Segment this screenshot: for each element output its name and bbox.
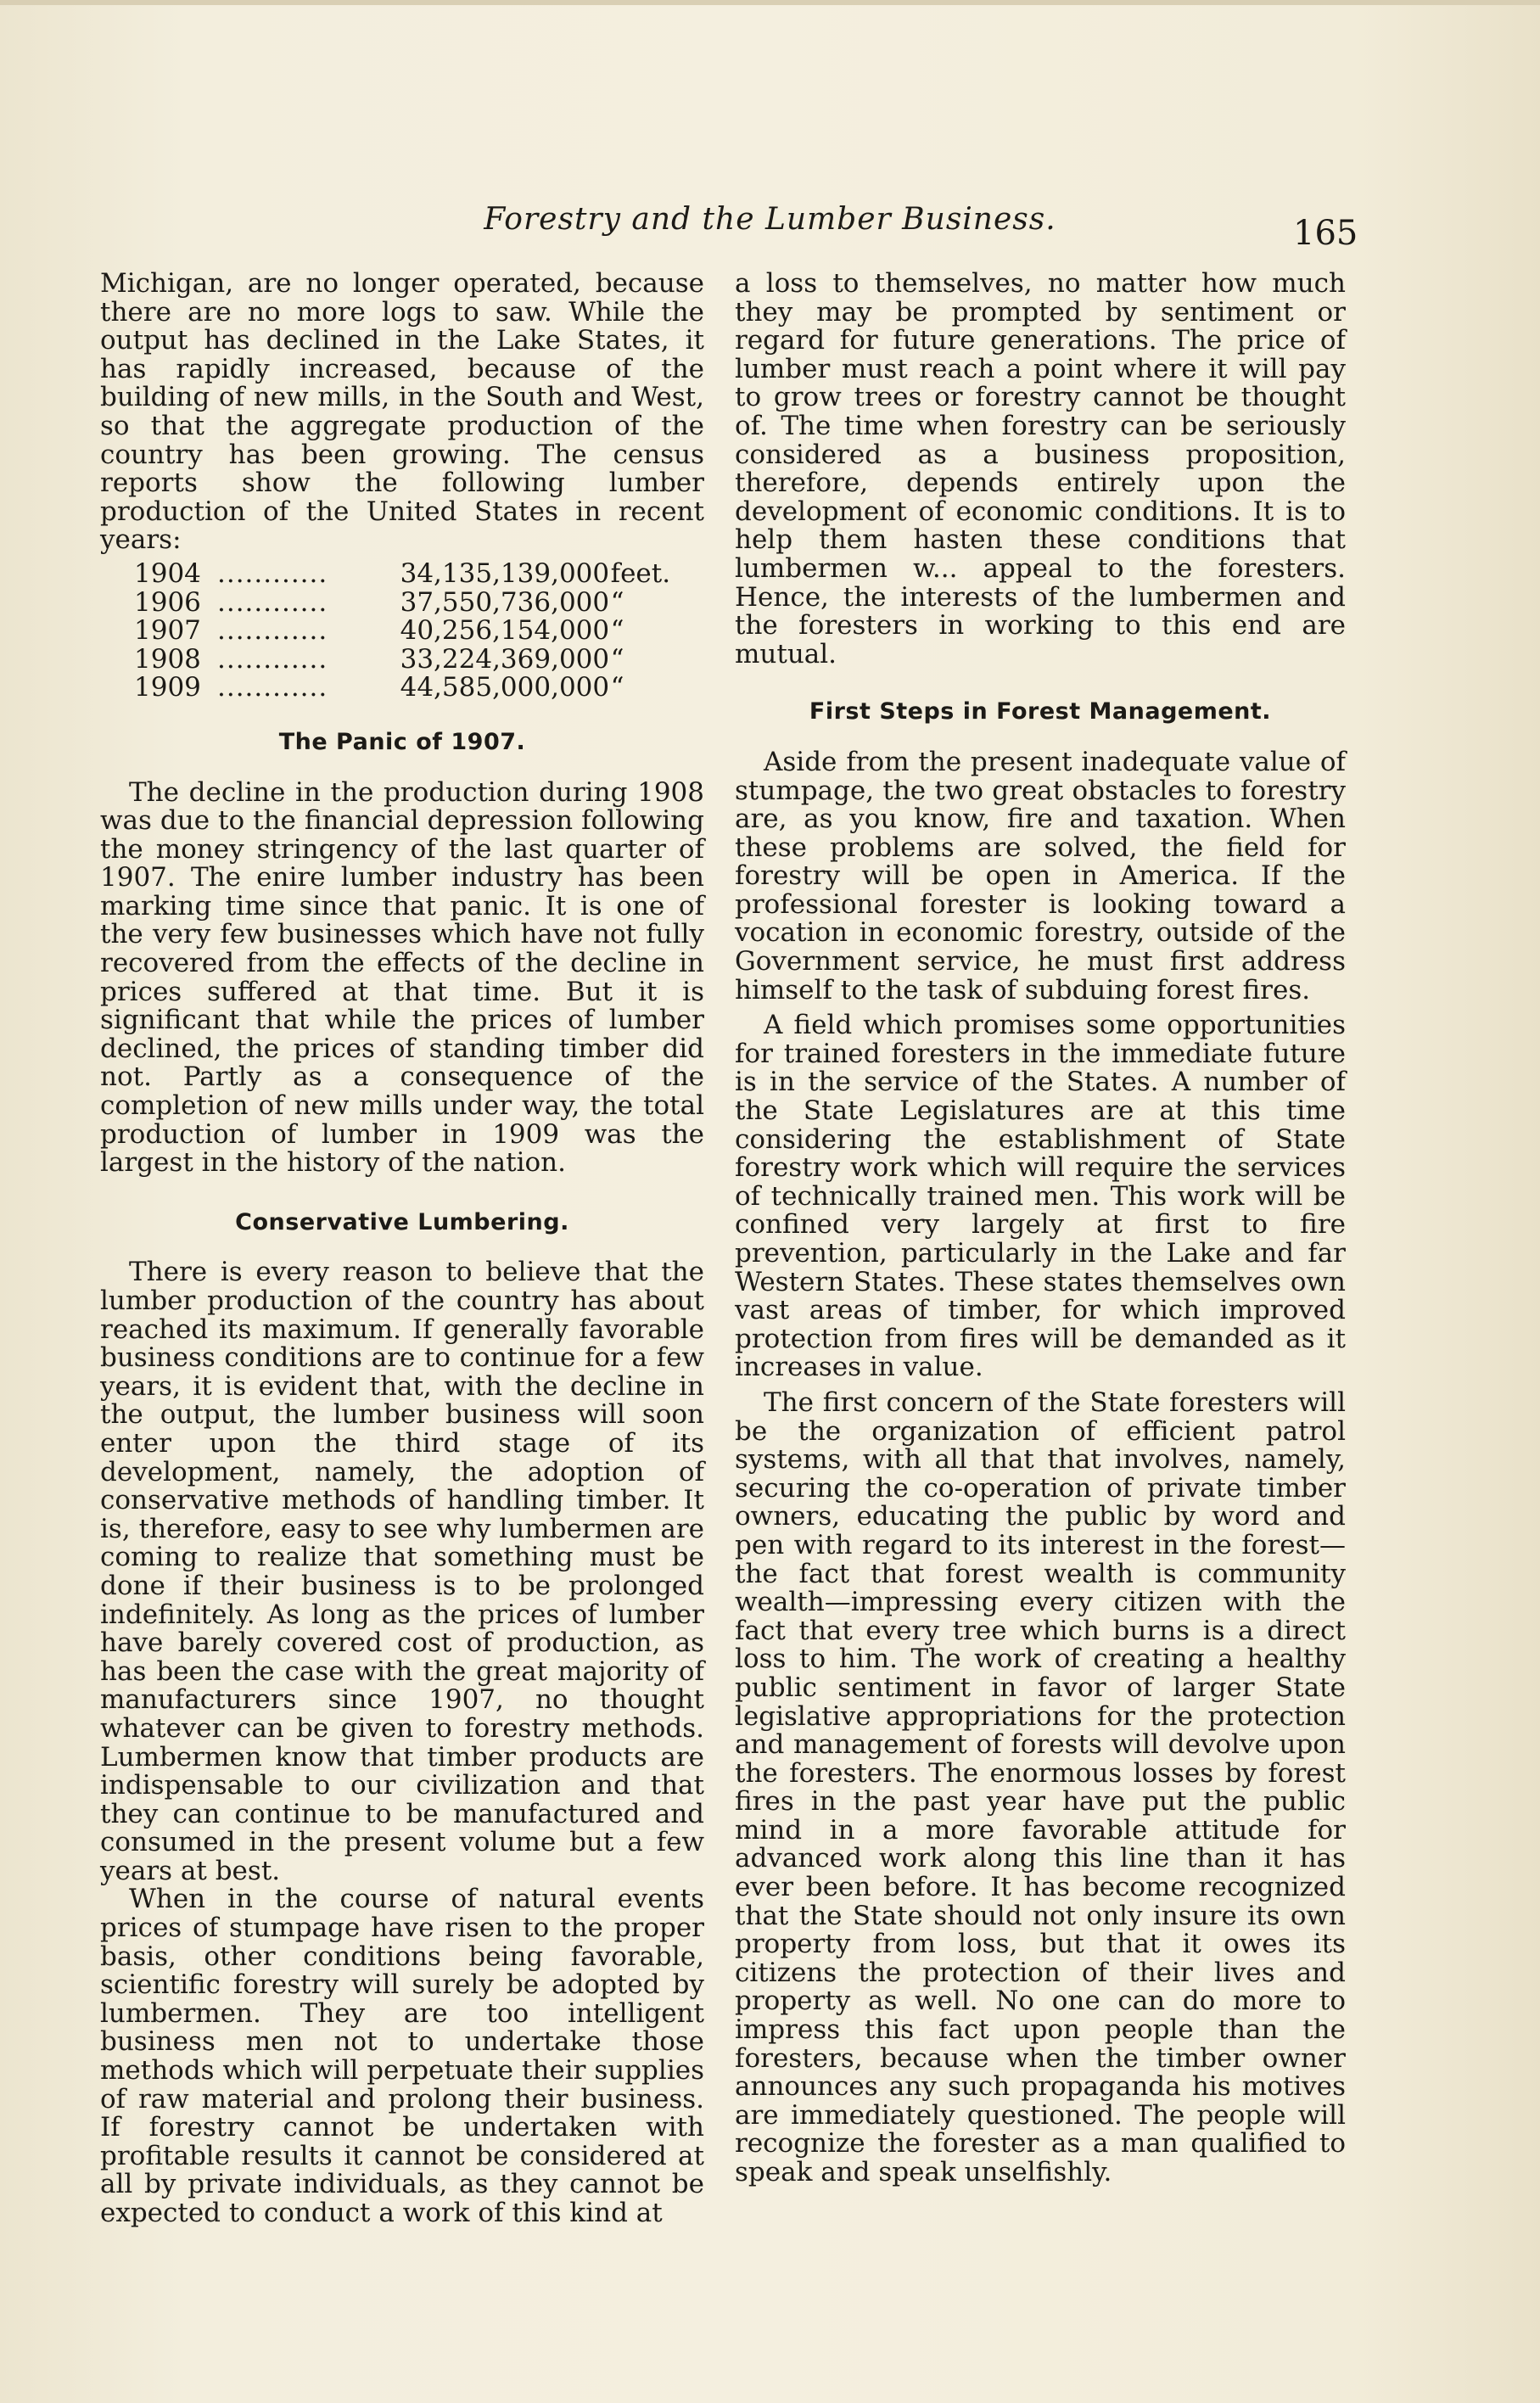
section-heading: First Steps in Forest Management.	[809, 698, 1272, 725]
right-column	[735, 270, 1346, 2187]
table-leader: ............	[217, 645, 328, 675]
page-number: 165	[1293, 214, 1358, 253]
section-heading: The Panic of 1907.	[278, 728, 526, 755]
table-value: 44,585,000,000	[400, 672, 610, 703]
table-row	[134, 674, 677, 703]
page-top-edge	[0, 0, 1540, 5]
table-row	[134, 557, 677, 589]
paragraph: a loss to themselves, no matter how much they may be prompted by sentiment or regard for future generations. The price of lumber must reach a point where it will pay to grow trees or forestry cannot be thought of. The time when forestry can be seriously considered as a business proposition, therefore, depends entirely upon the development of economic conditions. It is to help them hasten these conditions that lumbermen w... appeal to the foresters. Hence, the interests of the lumbermen and the foresters in working to this end are mutual.	[735, 268, 1346, 669]
table-row	[134, 586, 677, 618]
table-unit: feet.	[610, 557, 671, 589]
table-value: 34,135,139,000	[400, 557, 610, 589]
table-year: 1907	[134, 615, 201, 647]
paragraph: Aside from the present inadequate value of stumpage, the two great obstacles to forestry are, as you know, fire and taxation. When these problems are solved, the field for forestry will be open in America. If the professional forester is looking toward a vocation in economic forestry, outside of the Government service, he must first address himself to the task of subduing forest fires.	[735, 746, 1346, 1005]
table-year: 1906	[134, 586, 201, 618]
table-unit: “	[610, 586, 624, 618]
table-value: 40,256,154,000	[400, 615, 610, 647]
paragraph: Michigan, are no longer operated, because there are no more logs to saw. While the output has declined in the Lake States, it has rapidly increased, because of the building of new mills, in the South and West, so that the aggregate production of the country has been growing. The census reports show the following lumber production of the United States in recent years:	[100, 268, 704, 556]
paragraph: The decline in the production during 1908 was due to the financial depression following the money stringency of the last quarter of 1907. The enire lumber industry has been marking time since that panic. It is one of the very few businesses which have not fully recovered from the effects of the decline in prices suffered at that time. But it is significant that while the prices of lumber declined, the prices of standing timber did not. Partly as a consequence of the completion of new mills under way, the total production of lumber in 1909 was the largest in the history of the nation.	[100, 776, 704, 1179]
paragraph: When in the course of natural events prices of stumpage have risen to the proper basis, other conditions being favorable, scientific forestry will surely be adopted by lumbermen. They are too intelligent business men not to undertake those methods which will perpetuate their supplies of raw material and prolong their business. If forestry cannot be undertaken with profitable results it cannot be considered at all by private individuals, as they cannot be expected to conduct a work of this kind at	[100, 1884, 704, 2228]
lumber-production-table	[134, 557, 677, 703]
table-unit: “	[610, 615, 624, 647]
table-unit: “	[610, 672, 624, 703]
running-title: Forestry and the Lumber Business.	[484, 202, 1056, 237]
paragraph: A field which promises some opportunities for trained foresters in the immediate future is in the service of the States. A number of the State Legislatures are at this time considering the establishment of State forestry work which will require the services of technically trained men. This work will be confined very largely at first to fire prevention, particularly in the Lake and far Western States. These states themselves own vast areas of timber, for which improved protection from fires will be demanded as it increases in value.	[735, 1010, 1346, 1383]
table-value: 33,224,369,000	[400, 643, 610, 675]
left-column	[100, 270, 704, 2228]
table-value: 37,550,736,000	[400, 586, 610, 618]
table-year: 1908	[134, 643, 201, 675]
table-unit: “	[610, 643, 624, 675]
table-year: 1909	[134, 672, 201, 703]
table-leader: ............	[217, 559, 328, 589]
table-leader: ............	[217, 617, 328, 646]
paragraph: The first concern of the State foresters will be the organization of efficient patrol systems, with all that that involves, namely, securing the co-operation of private timber owners, educating the public by word and pen with regard to its interest in the forest—the fact that forest wealth is community wealth—impressing every citizen with the fact that every tree which burns is a direct loss to him. The work of creating a healthy public sentiment in favor of larger State legislative appropriations for the protection and management of forests will devolve upon the foresters. The enormous losses by forest fires in the past year have put the public mind in a more favorable attitude for advanced work along this line than it has ever been before. It has become recognized that the State should not only insure its own property from loss, but that it owes its citizens the protection of their lives and property as well. No one can do more to impress this fact upon people than the foresters, because when the timber owner announces any such propaganda his motives are immediately questioned. The people will recognize the forester as a man qualified to speak and speak unselfishly.	[735, 1386, 1346, 2187]
section-heading: Conservative Lumbering.	[235, 1208, 569, 1235]
table-leader: ............	[217, 674, 328, 703]
table-row	[134, 617, 677, 646]
paragraph: There is every reason to believe that the lumber production of the country has about reached its maximum. If generally favorable business conditions are to continue for a few years, it is evident that, with the decline in the output, the lumber business will soon enter upon the third stage of its development, namely, the adoption of conservative methods of handling timber. It is, therefore, easy to see why lumbermen are coming to realize that something must be done if their business is to be prolonged indefinitely. As long as the prices of lumber have barely covered cost of production, as has been the case with the great majority of manufacturers since 1907, no thought whatever can be given to forestry methods. Lumbermen know that timber products are indispensable to our civilization and that they can continue to be manufactured and consumed in the present volume but a few years at best.	[100, 1257, 704, 1886]
table-leader: ............	[217, 588, 328, 618]
table-year: 1904	[134, 557, 201, 589]
table-row	[134, 643, 677, 675]
